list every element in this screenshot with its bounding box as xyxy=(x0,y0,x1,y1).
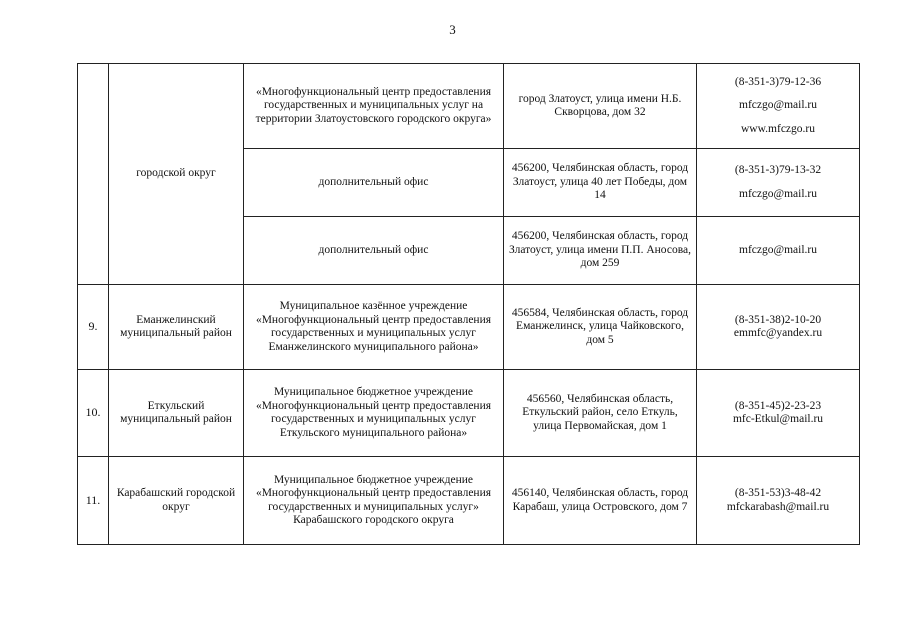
phone-text: (8-351-3)79-12-36 xyxy=(734,75,822,88)
organization-name-cell: «Многофункциональный центр предоставления государственных и муниципальных услуг на территории Златоустовского городского округа» xyxy=(244,64,504,149)
contacts-cell xyxy=(697,149,860,217)
municipality-cell: городской округ xyxy=(109,64,244,285)
address-cell: 456200, Челябинская область, город Златоуст, улица 40 лет Победы, дом 14 xyxy=(504,149,697,217)
row-number-cell: 9. xyxy=(78,285,109,370)
table-row xyxy=(78,370,860,457)
email-text: mfczgo@mail.ru xyxy=(739,99,817,112)
phone-text: (8-351-53)3-48-42 xyxy=(734,487,822,499)
email-text: emmfc@yandex.ru xyxy=(733,327,823,339)
municipality-cell: Еткульский муниципальный район xyxy=(109,370,244,457)
address-cell: 456584, Челябинская область, город Еманжелинск, улица Чайковского, дом 5 xyxy=(504,285,697,370)
table-row xyxy=(78,64,860,149)
email-text: mfckarabash@mail.ru xyxy=(726,500,830,513)
website-text: www.mfczgo.ru xyxy=(741,122,815,135)
mfc-registry-table xyxy=(77,63,860,545)
organization-name-cell: дополнительный офис xyxy=(244,149,504,217)
contacts-cell xyxy=(697,370,860,457)
email-text: mfczgo@mail.ru xyxy=(739,187,817,200)
contacts-cell xyxy=(697,457,860,545)
organization-name-cell: Муниципальное бюджетное учреждение «Многофункциональный центр предоставления государственных и муниципальных услуг» Карабашского городского округа xyxy=(244,457,504,545)
row-number-cell: 10. xyxy=(78,370,109,457)
address-cell: 456200, Челябинская область, город Златоуст, улица имени П.П. Аносова, дом 259 xyxy=(504,217,697,285)
address-cell: 456560, Челябинская область, Еткульский район, село Еткуль, улица Первомайская, дом 1 xyxy=(504,370,697,457)
address-cell: город Златоуст, улица имени Н.Б. Скворцова, дом 32 xyxy=(504,64,697,149)
row-number-cell: 11. xyxy=(78,457,109,545)
row-number-cell xyxy=(78,64,109,285)
municipality-cell: Карабашский городской округ xyxy=(109,457,244,545)
contacts-cell xyxy=(697,217,860,285)
table-row xyxy=(78,285,860,370)
phone-text: (8-351-45)2-23-23 xyxy=(734,399,822,412)
contacts-cell xyxy=(697,285,860,370)
contacts-cell xyxy=(697,64,860,149)
organization-name-cell: Муниципальное казённое учреждение «Многофункциональный центр предоставления государственных и муниципальных услуг Еманжелинского муниципального района» xyxy=(244,285,504,370)
address-cell: 456140, Челябинская область, город Карабаш, улица Островского, дом 7 xyxy=(504,457,697,545)
email-text: mfc-Etkul@mail.ru xyxy=(732,413,824,425)
phone-text: (8-351-38)2-10-20 xyxy=(734,313,822,326)
email-text: mfczgo@mail.ru xyxy=(739,243,817,256)
table-row xyxy=(78,457,860,545)
organization-name-cell: Муниципальное бюджетное учреждение «Многофункциональный центр предоставления государственных и муниципальных услуг Еткульского муниципального района» xyxy=(244,370,504,457)
page-number: 3 xyxy=(449,22,456,37)
phone-text: (8-351-3)79-13-32 xyxy=(734,164,822,176)
municipality-cell: Еманжелинский муниципальный район xyxy=(109,285,244,370)
organization-name-cell: дополнительный офис xyxy=(244,217,504,285)
